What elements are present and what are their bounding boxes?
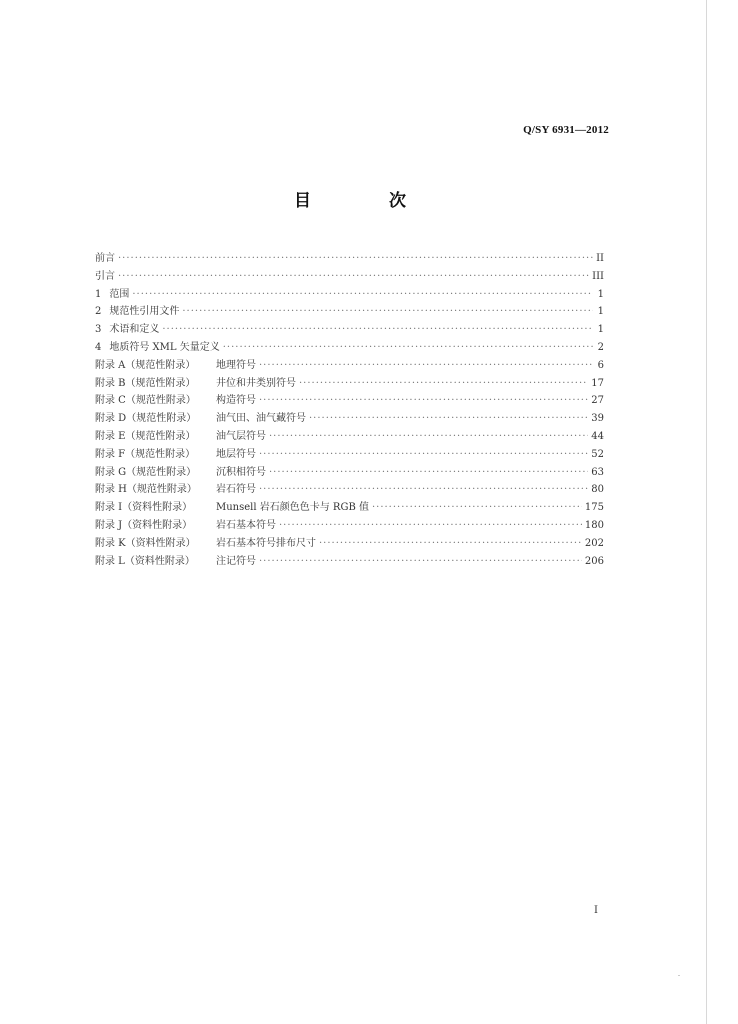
toc-entry-section-3[interactable] xyxy=(95,321,604,339)
toc-entry-number: 附录 F（规范性附录） xyxy=(95,448,196,460)
toc-entry-page: 202 xyxy=(584,537,604,549)
toc-entry-appendix-g[interactable] xyxy=(95,464,604,482)
footer-page-number: I xyxy=(594,905,598,916)
toc-entry-label: 前言 xyxy=(95,253,115,264)
toc-entry-section-1[interactable] xyxy=(95,286,604,304)
table-of-contents xyxy=(95,250,604,570)
toc-entry-number: 附录 C（规范性附录） xyxy=(95,395,196,407)
toc-entry-foreword[interactable] xyxy=(95,250,604,268)
toc-leader-dots xyxy=(259,392,588,410)
toc-entry-number: 附录 K（资料性附录） xyxy=(95,537,196,549)
toc-entry-number: 3 xyxy=(95,324,102,336)
toc-entry-number: 附录 I（资料性附录） xyxy=(95,502,193,514)
toc-entry-label: 地层符号 xyxy=(216,448,256,460)
toc-leader-dots xyxy=(118,268,589,286)
toc-entry-section-2[interactable] xyxy=(95,303,604,321)
toc-entry-label: 地质符号 XML 矢量定义 xyxy=(109,341,220,353)
toc-entry-page: 1 xyxy=(597,306,604,318)
toc-entry-label: 构造符号 xyxy=(216,395,256,407)
toc-entry-label: 规范性引用文件 xyxy=(109,306,180,318)
toc-entry-page: 180 xyxy=(584,519,604,531)
toc-entry-section-4[interactable] xyxy=(95,339,604,357)
toc-entry-number: 附录 L（资料性附录） xyxy=(95,555,195,567)
toc-leader-dots xyxy=(259,446,588,464)
toc-entry-appendix-j[interactable] xyxy=(95,517,604,535)
toc-entry-number: 4 xyxy=(95,341,102,353)
toc-entry-appendix-a[interactable] xyxy=(95,357,604,375)
toc-entry-label: 术语和定义 xyxy=(109,324,160,336)
toc-entry-label: 范围 xyxy=(109,288,130,300)
toc-entry-label: 岩石基本符号 xyxy=(216,519,276,531)
toc-leader-dots xyxy=(259,553,582,571)
toc-entry-page: 1 xyxy=(597,324,604,336)
toc-leader-dots xyxy=(269,464,588,482)
toc-entry-label: 地理符号 xyxy=(216,359,256,371)
toc-entry-label: 引言 xyxy=(95,270,115,282)
standard-code: Q/SY 6931—2012 xyxy=(523,124,609,136)
toc-leader-dots xyxy=(118,250,593,268)
toc-entry-page: 27 xyxy=(591,395,604,407)
toc-entry-label: 岩石符号 xyxy=(216,484,256,496)
toc-leader-dots xyxy=(309,410,588,428)
scan-speck xyxy=(678,975,680,976)
toc-entry-page: II xyxy=(596,253,604,264)
toc-entry-number: 附录 B（规范性附录） xyxy=(95,377,196,389)
toc-entry-appendix-l[interactable] xyxy=(95,553,604,571)
toc-entry-label: 井位和井类别符号 xyxy=(216,377,296,389)
toc-entry-appendix-e[interactable] xyxy=(95,428,604,446)
toc-entry-label: Munsell 岩石颜色色卡与 RGB 值 xyxy=(216,502,369,514)
page-edge-divider xyxy=(706,0,707,1024)
toc-entry-introduction[interactable] xyxy=(95,268,604,286)
toc-entry-page: 44 xyxy=(591,430,604,442)
toc-entry-number: 2 xyxy=(95,306,102,318)
toc-entry-page: 2 xyxy=(597,341,604,353)
toc-entry-page: 6 xyxy=(597,359,604,371)
toc-entry-page: 63 xyxy=(591,466,604,478)
toc-leader-dots xyxy=(319,535,582,553)
toc-leader-dots xyxy=(372,499,582,517)
toc-entry-page: 206 xyxy=(584,555,604,567)
toc-entry-page: 52 xyxy=(591,448,604,460)
toc-leader-dots xyxy=(132,286,593,304)
toc-entry-label: 油气田、油气藏符号 xyxy=(216,413,306,425)
toc-entry-number: 附录 A（规范性附录） xyxy=(95,359,196,371)
toc-entry-page: III xyxy=(592,270,604,282)
toc-entry-page: 1 xyxy=(597,288,604,300)
toc-entry-number: 附录 E（规范性附录） xyxy=(95,430,196,442)
toc-entry-number: 附录 H（规范性附录） xyxy=(95,484,197,496)
toc-entry-label: 沉积相符号 xyxy=(216,466,266,478)
toc-title: 目 次 xyxy=(294,191,442,211)
toc-entry-appendix-c[interactable] xyxy=(95,392,604,410)
toc-entry-appendix-f[interactable] xyxy=(95,446,604,464)
toc-leader-dots xyxy=(269,428,588,446)
toc-entry-page: 175 xyxy=(584,502,604,514)
toc-entry-appendix-b[interactable] xyxy=(95,375,604,393)
toc-leader-dots xyxy=(279,517,582,535)
toc-entry-appendix-i[interactable] xyxy=(95,499,604,517)
toc-leader-dots xyxy=(162,321,593,339)
toc-leader-dots xyxy=(182,303,593,321)
toc-leader-dots xyxy=(299,375,588,393)
toc-entry-appendix-h[interactable] xyxy=(95,481,604,499)
toc-entry-label: 岩石基本符号排布尺寸 xyxy=(216,537,316,549)
toc-leader-dots xyxy=(259,481,588,499)
toc-entry-number: 附录 G（规范性附录） xyxy=(95,466,197,478)
toc-entry-number: 1 xyxy=(95,288,102,300)
toc-leader-dots xyxy=(259,357,593,375)
toc-entry-label: 注记符号 xyxy=(216,555,256,567)
toc-entry-label: 油气层符号 xyxy=(216,430,266,442)
toc-entry-appendix-d[interactable] xyxy=(95,410,604,428)
toc-entry-page: 80 xyxy=(591,484,604,496)
toc-entry-appendix-k[interactable] xyxy=(95,535,604,553)
toc-entry-number: 附录 J（资料性附录） xyxy=(95,519,193,531)
toc-entry-number: 附录 D（规范性附录） xyxy=(95,413,197,425)
toc-entry-page: 17 xyxy=(591,377,604,389)
toc-entry-page: 39 xyxy=(591,413,604,425)
toc-leader-dots xyxy=(223,339,593,357)
